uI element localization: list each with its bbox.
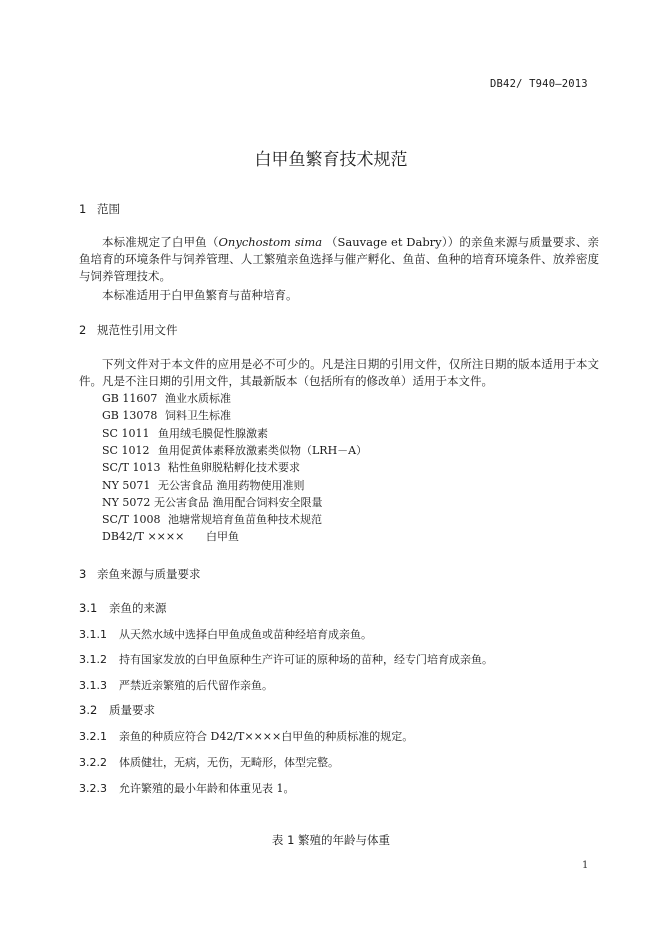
section-title: 亲鱼来源与质量要求 (97, 567, 201, 581)
clause-3-2-3: 3.2.3 允许繁殖的最小年龄和体重见表 1。 (79, 782, 295, 795)
scope-paragraph (79, 234, 599, 285)
section-title: 规范性引用文件 (97, 323, 178, 337)
reference-item: DB42/T ×××× 白甲鱼 (102, 530, 239, 543)
applicability-paragraph: 本标准适用于白甲鱼繁育与苗种培育。 (102, 288, 298, 302)
clause-3-1-2: 3.1.2 持有国家发放的白甲鱼原种生产许可证的原种场的苗种，经专门培育成亲鱼。 (79, 653, 493, 666)
reference-item: SC 1012 鱼用促黄体素释放激素类似物（LRH－A） (102, 444, 368, 457)
reference-item: NY 5072 无公害食品 渔用配合饲料安全限量 (102, 496, 323, 509)
section-number: 3 (79, 567, 87, 581)
clause-3-2-2: 3.2.2 体质健壮，无病，无伤，无畸形，体型完整。 (79, 756, 339, 769)
section-3-heading (79, 566, 201, 582)
reference-item: GB 11607 渔业水质标准 (102, 392, 231, 405)
clause-3-1-3: 3.1.3 严禁近亲繁殖的后代留作亲鱼。 (79, 679, 273, 692)
section-title: 范围 (97, 202, 120, 216)
page-number: 1 (582, 860, 589, 871)
reference-item: SC/T 1008 池塘常规培育鱼苗鱼种技术规范 (102, 513, 322, 526)
section-2-heading (79, 322, 178, 338)
document-title: 白甲鱼繁育技术规范 (254, 150, 408, 170)
scope-text-post: （Sauvage et Dabry））的亲鱼来源与质量要求、亲鱼培育的环境条件与饲养管理、人工繁殖亲鱼选择与催产孵化、鱼苗、鱼种的培育环境条件、放养密度与饲养管理技术。 (79, 235, 599, 283)
standard-code: DB42/ T940—2013 (490, 78, 588, 90)
section-number: 1 (79, 202, 87, 216)
normative-ref-paragraph: 下列文件对于本文件的应用是必不可少的。凡是注日期的引用文件，仅所注日期的版本适用于本文件。凡是不注日期的引用文件，其最新版本（包括所有的修改单）适用于本文件。 (79, 357, 599, 388)
clause-3-1-1: 3.1.1 从天然水域中选择白甲鱼成鱼或苗种经培育成亲鱼。 (79, 628, 372, 641)
subsection-3-1-heading: 3.1 亲鱼的来源 (79, 601, 167, 615)
table-caption: 表 1 繁殖的年龄与体重 (271, 833, 391, 847)
scope-text-pre: 本标准规定了白甲鱼（ (102, 235, 219, 249)
clause-3-2-1: 3.2.1 亲鱼的种质应符合 D42/T××××白甲鱼的种质标准的规定。 (79, 730, 414, 743)
section-number: 2 (79, 323, 87, 337)
reference-item: SC 1011 鱼用绒毛膜促性腺激素 (102, 427, 268, 440)
reference-item: NY 5071 无公害食品 渔用药物使用准则 (102, 479, 305, 492)
section-1-heading (79, 201, 120, 217)
reference-item: GB 13078 饲料卫生标准 (102, 409, 231, 422)
latin-name: Onychostom sima (218, 235, 323, 249)
subsection-3-2-heading: 3.2 质量要求 (79, 703, 155, 717)
reference-item: SC/T 1013 粘性鱼卵脱粘孵化技术要求 (102, 461, 300, 474)
